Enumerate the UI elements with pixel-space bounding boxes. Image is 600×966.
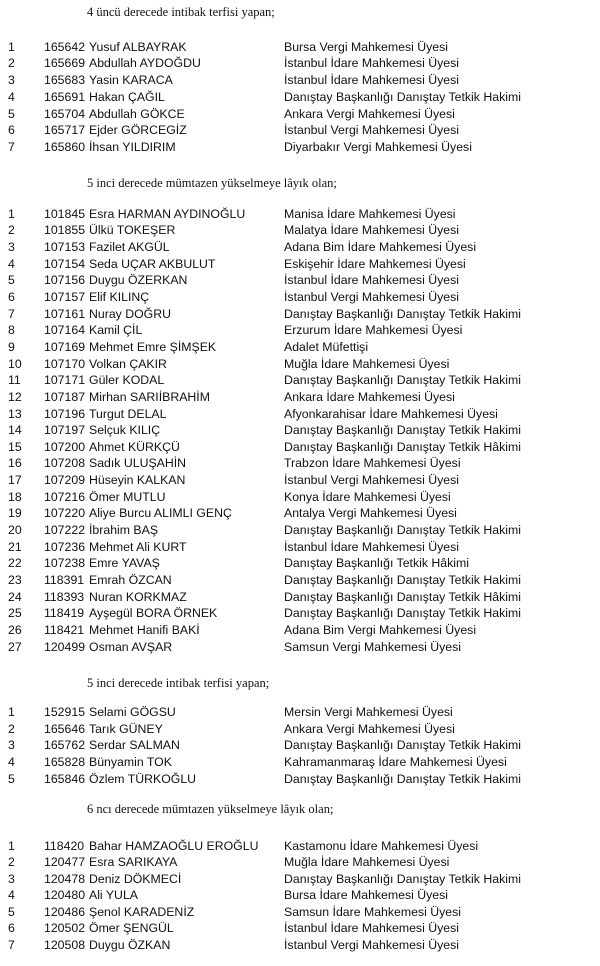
position-title: Trabzon İdare Mahkemesi Üyesi	[284, 456, 461, 471]
list-row	[0, 721, 600, 738]
registry-number: 107216	[44, 489, 86, 504]
row-number: 27	[8, 639, 22, 654]
person-name: Mirhan SARIİBRAHİM	[89, 389, 210, 404]
registry-number: 165717	[44, 123, 86, 138]
row-number: 3	[8, 73, 15, 88]
row-number: 5	[8, 904, 15, 919]
registry-number: 165683	[44, 73, 86, 88]
person-name: Yasin KARACA	[89, 73, 173, 88]
position-title: İstanbul İdare Mahkemesi Üyesi	[284, 273, 459, 288]
list-row	[0, 871, 600, 888]
row-number: 10	[8, 356, 22, 371]
row-number: 18	[8, 489, 22, 504]
row-number: 15	[8, 439, 22, 454]
position-title: Danıştay Başkanlığı Danıştay Tetkik Hakimi	[284, 738, 521, 753]
person-name: İhsan YILDIRIM	[89, 139, 176, 154]
person-name: Bünyamin TOK	[89, 755, 172, 770]
person-name: Duygu ÖZKAN	[89, 937, 171, 952]
person-name: Yusuf ALBAYRAK	[89, 39, 187, 54]
row-number: 20	[8, 523, 22, 538]
row-number: 24	[8, 589, 22, 604]
registry-number: 120480	[44, 888, 86, 903]
registry-number: 165646	[44, 721, 86, 736]
registry-number: 107154	[44, 256, 86, 271]
list-row	[0, 854, 600, 871]
row-number: 3	[8, 738, 15, 753]
list-row	[0, 55, 600, 72]
registry-number: 165762	[44, 738, 86, 753]
row-number: 3	[8, 871, 15, 886]
person-name: Güler KODAL	[89, 373, 165, 388]
list-row	[0, 106, 600, 123]
row-number: 22	[8, 556, 22, 571]
registry-number: 120478	[44, 871, 86, 886]
registry-number: 107222	[44, 523, 86, 538]
list-row	[0, 289, 600, 306]
position-title: Samsun Vergi Mahkemesi Üyesi	[284, 639, 462, 654]
position-title: Mersin Vergi Mahkemesi Üyesi	[284, 704, 453, 719]
registry-number: 107236	[44, 539, 86, 554]
list-row	[0, 887, 600, 904]
position-title: Ankara İdare Mahkemesi Üyesi	[284, 389, 455, 404]
row-number: 1	[8, 39, 15, 54]
position-title: Konya İdare Mahkemesi Üyesi	[284, 489, 451, 504]
registry-number: 118420	[44, 838, 85, 853]
person-name: Aliye Burcu ALIMLI GENÇ	[89, 506, 232, 521]
person-name: Osman AVŞAR	[89, 639, 173, 654]
row-number: 26	[8, 622, 22, 637]
position-title: Danıştay Başkanlığı Danıştay Tetkik Hakimi	[284, 523, 521, 538]
list-row	[0, 356, 600, 373]
row-number: 12	[8, 389, 22, 404]
registry-number: 120486	[44, 904, 86, 919]
registry-number: 101845	[44, 206, 86, 221]
row-number: 2	[8, 223, 15, 238]
row-number: 4	[8, 755, 15, 770]
registry-number: 165704	[44, 106, 86, 121]
list-row	[0, 937, 600, 954]
position-title: Adana Bim Vergi Mahkemesi Üyesi	[284, 622, 477, 637]
row-number: 16	[8, 456, 22, 471]
registry-number: 107196	[44, 406, 86, 421]
registry-number: 107170	[44, 356, 86, 371]
list-row	[0, 422, 600, 439]
registry-number: 107238	[44, 556, 86, 571]
row-number: 2	[8, 721, 15, 736]
person-name: Emrah ÖZCAN	[89, 573, 172, 587]
person-name: Deniz DÖKMECİ	[89, 871, 182, 886]
person-name: Abdullah AYDOĞDU	[89, 56, 201, 71]
row-number: 5	[8, 771, 15, 786]
list-row	[0, 339, 600, 356]
row-number: 1	[8, 206, 15, 221]
person-name: Seda UÇAR AKBULUT	[89, 256, 216, 271]
row-number: 2	[8, 56, 15, 71]
list-row	[0, 754, 600, 771]
list-row	[0, 838, 600, 855]
position-title: Danıştay Başkanlığı Danıştay Tetkik Hakimi	[284, 771, 521, 786]
row-number: 7	[8, 139, 15, 154]
registry-number: 118391	[44, 573, 85, 587]
row-number: 6	[8, 123, 15, 138]
position-title: İstanbul İdare Mahkemesi Üyesi	[284, 73, 459, 88]
registry-number: 120477	[44, 855, 86, 870]
list-row	[0, 737, 600, 754]
position-title: Danıştay Başkanlığı Danıştay Tetkik Hakimi	[284, 306, 521, 321]
list-row	[0, 222, 600, 239]
position-title: Danıştay Başkanlığı Danıştay Tetkik Hakimi	[284, 423, 521, 438]
row-number: 5	[8, 273, 15, 288]
person-name: Tarık GÜNEY	[89, 721, 163, 736]
row-number: 7	[8, 937, 15, 952]
person-name: Emre YAVAŞ	[89, 556, 160, 571]
list-row	[0, 389, 600, 406]
registry-number: 120502	[44, 921, 86, 936]
position-title: Muğla İdare Mahkemesi Üyesi	[284, 855, 450, 870]
list-row	[0, 439, 600, 456]
position-title: İstanbul Vergi Mahkemesi Üyesi	[284, 289, 459, 304]
person-name: Selami GÖGSU	[89, 704, 176, 719]
section-heading: 5 inci derecede mümtazen yükselmeye lâyık olan;	[87, 176, 337, 190]
row-number: 13	[8, 406, 22, 421]
person-name: Mehmet Emre ŞİMŞEK	[89, 339, 217, 354]
list-row	[0, 572, 600, 589]
registry-number: 107209	[44, 473, 86, 488]
section-heading: 6 ncı derecede mümtazen yükselmeye lâyık olan;	[87, 802, 334, 816]
person-name: Bahar HAMZAOĞLU EROĞLU	[89, 838, 259, 853]
row-number: 3	[8, 240, 15, 254]
list-row	[0, 622, 600, 639]
registry-number: 120508	[44, 937, 86, 952]
position-title: Samsun İdare Mahkemesi Üyesi	[284, 904, 462, 919]
person-name: Kamil ÇİL	[89, 323, 143, 338]
person-name: Mehmet Hanifi BAKİ	[89, 622, 200, 637]
position-title: Kahramanmaraş İdare Mahkemesi Üyesi	[284, 755, 507, 770]
person-name: Nuran KORKMAZ	[89, 589, 187, 604]
list-row	[0, 522, 600, 539]
row-number: 4	[8, 89, 15, 104]
registry-number: 165846	[44, 771, 86, 786]
registry-number: 165860	[44, 139, 86, 154]
person-name: Ahmet KÜRKÇÜ	[89, 439, 180, 454]
position-title: Danıştay Başkanlığı Danıştay Tetkik Hakimi	[284, 871, 521, 886]
person-name: Hüseyin KALKAN	[89, 473, 186, 488]
list-row	[0, 555, 600, 572]
position-title: İstanbul Vergi Mahkemesi Üyesi	[284, 473, 459, 488]
row-number: 25	[8, 606, 22, 621]
position-title: Danıştay Başkanlığı Danıştay Tetkik Hakimi	[284, 373, 521, 388]
position-title: Manisa İdare Mahkemesi Üyesi	[284, 206, 456, 221]
registry-number: 118419	[44, 606, 85, 621]
list-row	[0, 589, 600, 606]
registry-number: 118393	[44, 589, 85, 604]
person-name: Ömer MUTLU	[89, 489, 166, 504]
position-title: Danıştay Başkanlığı Danıştay Tetkik Hakimi	[284, 573, 521, 587]
row-number: 4	[8, 888, 15, 903]
row-number: 4	[8, 256, 15, 271]
list-row	[0, 39, 600, 56]
person-name: Elif KILINÇ	[89, 289, 150, 304]
person-name: Nuray DOĞRU	[89, 306, 171, 321]
position-title: Bursa İdare Mahkemesi Üyesi	[284, 888, 449, 903]
row-number: 21	[8, 539, 22, 554]
list-row	[0, 89, 600, 106]
row-number: 5	[8, 106, 15, 121]
registry-number: 165669	[44, 56, 86, 71]
registry-number: 165828	[44, 755, 86, 770]
registry-number: 107169	[44, 339, 86, 354]
position-title: Danıştay Başkanlığı Danıştay Tetkik Hakimi	[284, 606, 521, 621]
list-row	[0, 639, 600, 656]
position-title: Muğla İdare Mahkemesi Üyesi	[284, 356, 450, 371]
person-name: Turgut DELAL	[89, 406, 167, 421]
position-title: Bursa Vergi Mahkemesi Üyesi	[284, 39, 449, 54]
list-row	[0, 256, 600, 273]
registry-number: 107171	[44, 373, 86, 388]
list-row	[0, 122, 600, 139]
row-number: 19	[8, 506, 22, 521]
list-row	[0, 489, 600, 506]
registry-number: 107157	[44, 289, 86, 304]
person-name: Fazilet AKGÜL	[89, 240, 170, 254]
position-title: Danıştay Başkanlığı Danıştay Tetkik Hâkimi	[284, 589, 521, 604]
person-name: Abdullah GÖKCE	[89, 106, 185, 121]
row-number: 14	[8, 423, 22, 438]
position-title: İstanbul Vergi Mahkemesi Üyesi	[284, 123, 459, 138]
registry-number: 118421	[44, 622, 85, 637]
person-name: Selçuk KILIÇ	[89, 423, 161, 438]
person-name: Ejder GÖRCEGİZ	[89, 123, 187, 138]
row-number: 6	[8, 921, 15, 936]
list-row	[0, 322, 600, 339]
registry-number: 107156	[44, 273, 86, 288]
registry-number: 107208	[44, 456, 86, 471]
list-row	[0, 406, 600, 423]
position-title: İstanbul İdare Mahkemesi Üyesi	[284, 539, 459, 554]
row-number: 1	[8, 704, 15, 719]
position-title: Danıştay Başkanlığı Danıştay Tetkik Hâkimi	[284, 439, 521, 454]
row-number: 1	[8, 838, 15, 853]
registry-number: 101855	[44, 223, 86, 238]
row-number: 23	[8, 573, 22, 587]
person-name: Ayşegül BORA ÖRNEK	[89, 606, 218, 621]
position-title: Erzurum İdare Mahkemesi Üyesi	[284, 323, 463, 338]
registry-number: 107161	[44, 306, 86, 321]
person-name: Ülkü TOKEŞER	[89, 223, 176, 238]
position-title: İstanbul İdare Mahkemesi Üyesi	[284, 56, 459, 71]
list-row	[0, 206, 600, 223]
person-name: Sadık ULUŞAHİN	[89, 456, 187, 471]
list-row	[0, 72, 600, 89]
registry-number: 120499	[44, 639, 86, 654]
person-name: Ali YULA	[89, 888, 138, 903]
position-title: Danıştay Başkanlığı Tetkik Hâkimi	[284, 556, 469, 571]
registry-number: 107197	[44, 423, 86, 438]
row-number: 17	[8, 473, 22, 488]
position-title: Kastamonu İdare Mahkemesi Üyesi	[284, 838, 479, 853]
list-row	[0, 372, 600, 389]
registry-number: 107153	[44, 240, 86, 254]
section-heading: 4 üncü derecede intibak terfisi yapan;	[87, 5, 275, 19]
person-name: Esra SARIKAYA	[89, 855, 178, 870]
list-row	[0, 771, 600, 788]
list-row	[0, 904, 600, 921]
registry-number: 107187	[44, 389, 86, 404]
row-number: 8	[8, 323, 15, 338]
person-name: İbrahim BAŞ	[89, 523, 159, 538]
row-number: 6	[8, 289, 15, 304]
position-title: İstanbul İdare Mahkemesi Üyesi	[284, 921, 459, 936]
person-name: Ömer ŞENGÜL	[89, 921, 174, 936]
position-title: Ankara Vergi Mahkemesi Üyesi	[284, 721, 455, 736]
row-number: 2	[8, 855, 15, 870]
position-title: Ankara Vergi Mahkemesi Üyesi	[284, 106, 455, 121]
list-row	[0, 455, 600, 472]
list-row	[0, 605, 600, 622]
position-title: Adana Bim İdare Mahkemesi Üyesi	[284, 240, 477, 254]
list-row	[0, 239, 600, 256]
registry-number: 107200	[44, 439, 86, 454]
position-title: Danıştay Başkanlığı Danıştay Tetkik Hakimi	[284, 89, 521, 104]
person-name: Duygu ÖZERKAN	[89, 273, 188, 288]
list-row	[0, 306, 600, 323]
person-name: Mehmet Ali KURT	[89, 539, 187, 554]
person-name: Volkan ÇAKIR	[89, 356, 167, 371]
registry-number: 107220	[44, 506, 86, 521]
registry-number: 152915	[44, 704, 86, 719]
position-title: Adalet Müfettişi	[284, 339, 369, 354]
person-name: Esra HARMAN AYDINOĞLU	[89, 206, 246, 221]
list-row	[0, 472, 600, 489]
list-row	[0, 272, 600, 289]
section-heading: 5 inci derecede intibak terfisi yapan;	[87, 676, 270, 690]
row-number: 11	[8, 373, 21, 388]
row-number: 9	[8, 339, 15, 354]
person-name: Şenol KARADENİZ	[89, 904, 195, 919]
position-title: Afyonkarahisar İdare Mahkemesi Üyesi	[284, 406, 498, 421]
position-title: Diyarbakır Vergi Mahkemesi Üyesi	[284, 139, 472, 154]
position-title: Eskişehir İdare Mahkemesi Üyesi	[284, 256, 466, 271]
position-title: Antalya Vergi Mahkemesi Üyesi	[284, 506, 457, 521]
list-row	[0, 139, 600, 156]
registry-number: 107164	[44, 323, 86, 338]
position-title: İstanbul Vergi Mahkemesi Üyesi	[284, 937, 459, 952]
position-title: Malatya İdare Mahkemesi Üyesi	[284, 223, 459, 238]
person-name: Serdar SALMAN	[89, 738, 180, 753]
registry-number: 165642	[44, 39, 86, 54]
person-name: Hakan ÇAĞIL	[89, 89, 165, 104]
row-number: 7	[8, 306, 15, 321]
list-row	[0, 539, 600, 556]
list-row	[0, 920, 600, 937]
list-row	[0, 704, 600, 721]
person-name: Özlem TÜRKOĞLU	[89, 771, 197, 786]
registry-number: 165691	[44, 89, 86, 104]
list-row	[0, 505, 600, 522]
